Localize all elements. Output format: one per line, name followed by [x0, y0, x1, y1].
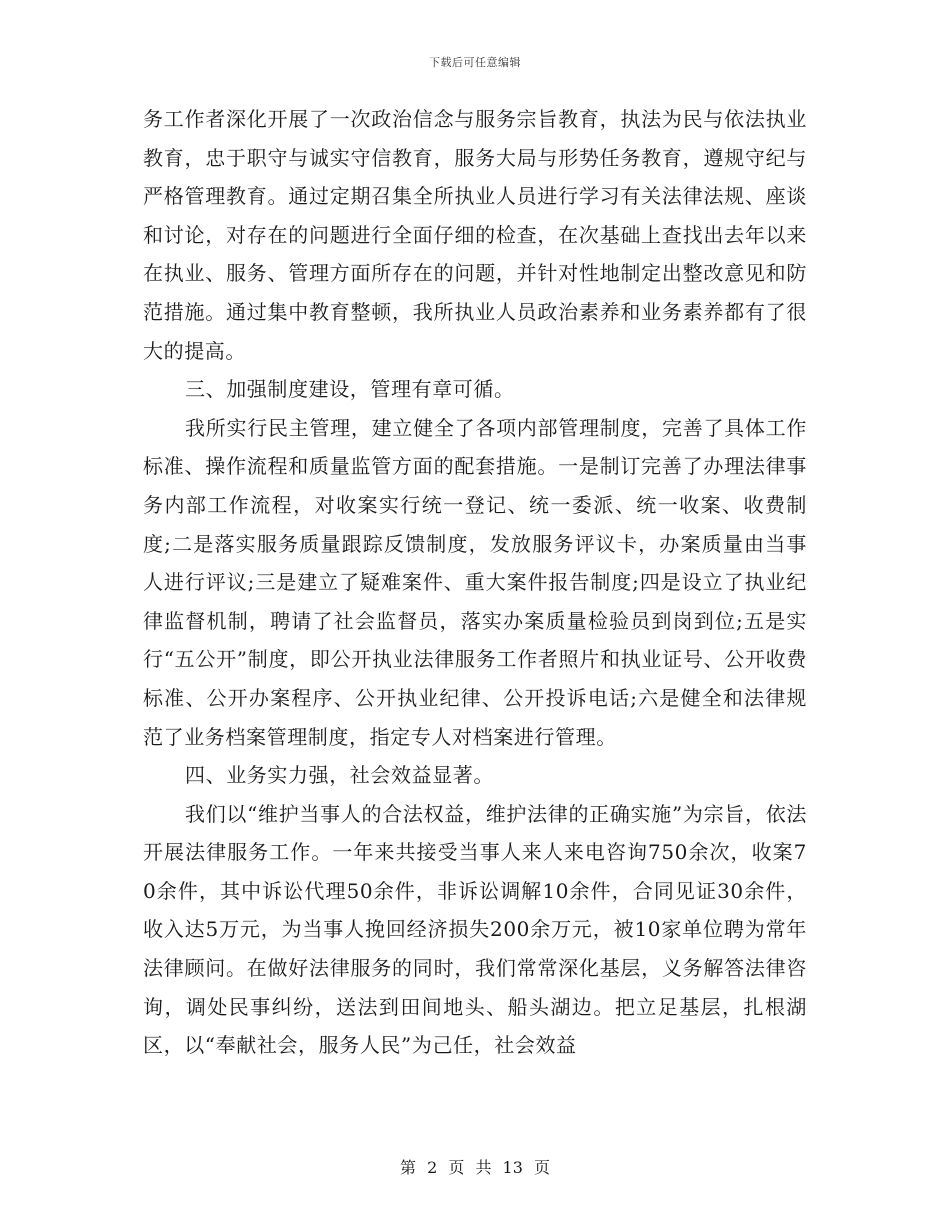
- section-heading-system: 三、加强制度建设，管理有章可循。: [185, 377, 515, 402]
- page-header-note: 下载后可任意编辑: [429, 56, 521, 69]
- section-heading-performance: 四、业务实力强，社会效益显著。: [185, 763, 494, 788]
- paragraph-management: 我所实行民主管理，建立健全了各项内部管理制度，完善了具体工作标准、操作流程和质量监管方面的配套措施。一是制订完善了办理法律事务内部工作流程，对收案实行统一登记、统一委派、统一收案、收费制度;二是落实服务质量跟踪反馈制度，发放服务评议卡，办案质量由当事人进行评议;三是建立了疑难案件、重大案件报告制度;四是设立了执业纪律监督机制，聘请了社会监督员，落实办案质量检验员到岗到位;五是实行“五公开”制度，即公开执业法律服务工作者照片和执业证号、公开收费标准、公开办案程序、公开执业纪律、公开投诉电话;六是健全和法律规范了业务档案管理制度，指定专人对档案进行管理。: [143, 415, 807, 749]
- page-number-footer: 第 2 页 共 13 页: [400, 1158, 550, 1177]
- paragraph-education: 务工作者深化开展了一次政治信念与服务宗旨教育，执法为民与依法执业教育，忠于职守与诚实守信教育，服务大局与形势任务教育，遵规守纪与严格管理教育。通过定期召集全所执业人员进行学习有关法律法规、座谈和讨论，对存在的问题进行全面仔细的检查，在次基础上查找出去年以来在执业、服务、管理方面所存在的问题，并针对性地制定出整改意见和防范措施。通过集中教育整顿，我所执业人员政治素养和业务素养都有了很大的提高。: [143, 107, 807, 363]
- paragraph-results: 我们以“维护当事人的合法权益，维护法律的正确实施”为宗旨，依法开展法律服务工作。一年来共接受当事人来人来电咨询750余次，收案70余件，其中诉讼代理50余件，非诉讼调解10余件，合同见证30余件，收入达5万元，为当事人挽回经济损失200余万元，被10家单位聘为常年法律顾问。在做好法律服务的同时，我们常常深化基层，义务解答法律咨询，调处民事纠纷，送法到田间地头、船头湖边。把立足基层，扎根湖区，以“奉献社会，服务人民”为己任，社会效益: [143, 801, 807, 1058]
- document-body: [143, 100, 807, 1065]
